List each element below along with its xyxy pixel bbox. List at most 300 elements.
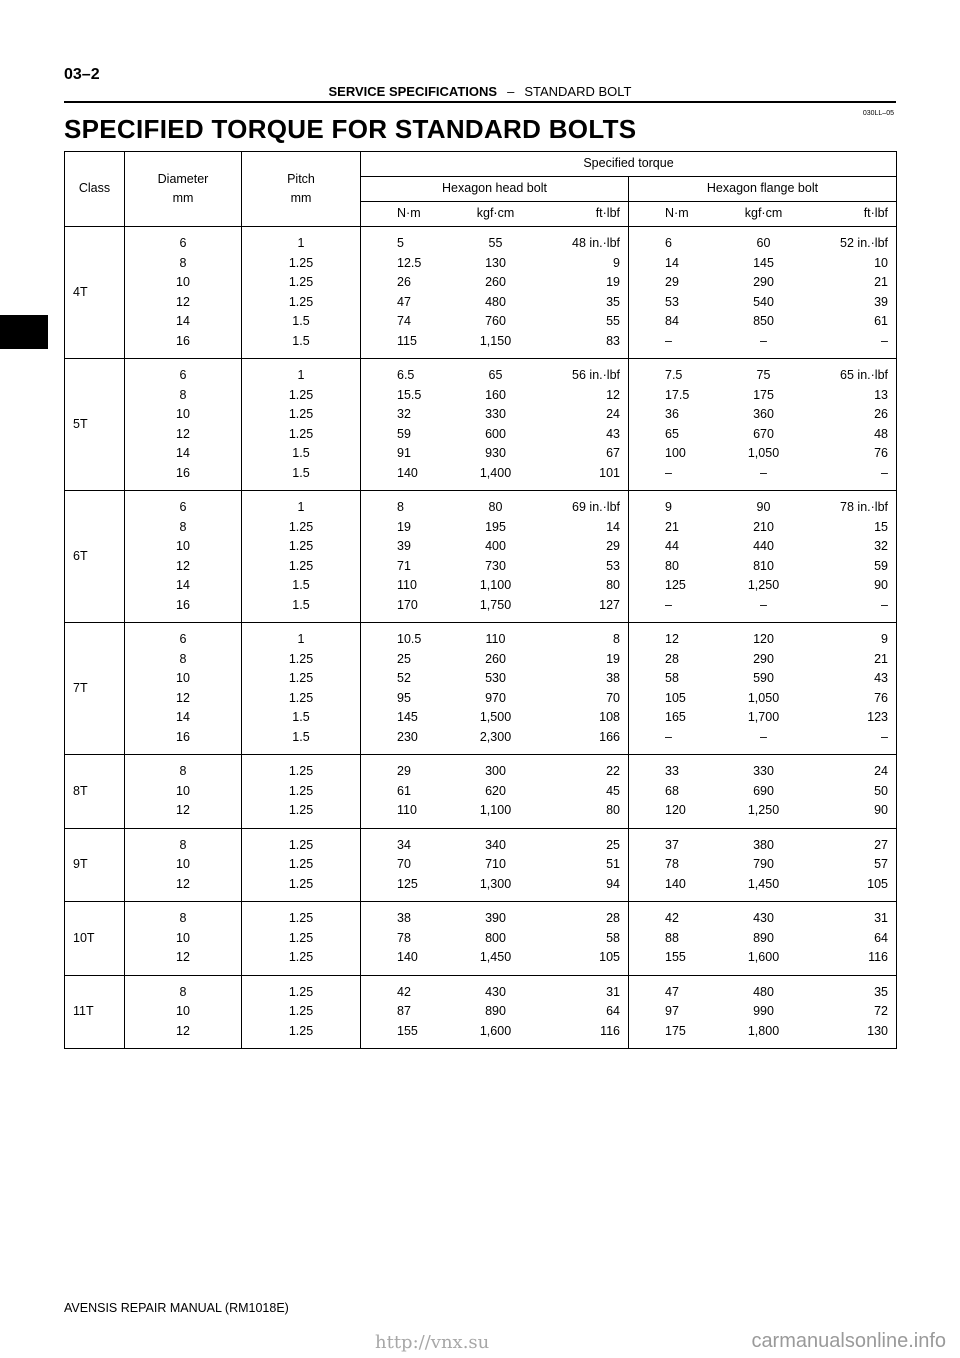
pitch-value: 1.5 [292, 729, 310, 744]
kgfcm-value: 990 [753, 1004, 774, 1018]
kgfcm-value: 1,450 [747, 876, 780, 891]
kgfcm-value: 1,700 [747, 710, 780, 724]
header-diameter-unit: mm [172, 191, 194, 205]
kgfcm-value: 75 [756, 368, 771, 382]
flange-torque-line [629, 537, 896, 557]
ftlbf-value: 64 [606, 1004, 620, 1018]
head-torque-cell [361, 359, 629, 491]
nm-value: 125 [397, 876, 418, 891]
nm-value: 8 [397, 500, 404, 514]
kgfcm-value: 1,250 [747, 803, 780, 817]
diameter-value: 16 [176, 729, 190, 744]
table-row [65, 755, 897, 829]
flange-torque-line [629, 782, 896, 802]
pitch-value: 1.5 [292, 314, 310, 328]
flange-torque-cell [629, 359, 897, 491]
nm-value: – [665, 333, 672, 348]
diameter-cell [125, 975, 242, 1049]
nm-value: 110 [397, 803, 417, 817]
kgfcm-value: 710 [485, 857, 506, 871]
diameter-value: 10 [176, 930, 190, 945]
pitch-cell [242, 491, 361, 623]
nm-value: 39 [397, 539, 411, 553]
head-torque-line [361, 386, 628, 406]
diameter-cell [125, 902, 242, 976]
ftlbf-value: 29 [606, 539, 620, 553]
nm-value: 87 [397, 1004, 411, 1018]
flange-torque-cell [629, 491, 897, 623]
nm-value: 42 [397, 984, 411, 999]
head-torque-line [361, 983, 628, 1003]
head-torque-line [361, 708, 628, 728]
nm-value: 29 [397, 764, 411, 778]
nm-value: 34 [397, 837, 411, 852]
doc-code: 030LL–05 [862, 110, 894, 117]
head-torque-line [361, 689, 628, 709]
head-torque-cell [361, 902, 629, 976]
unit-kgfcm-flange: kgf·cm [744, 206, 783, 221]
ftlbf-value: 21 [874, 651, 888, 666]
pitch-value: 1.5 [292, 597, 310, 612]
head-torque-line [361, 948, 628, 968]
kgfcm-value: 130 [485, 255, 506, 270]
header-rule [64, 101, 896, 103]
kgfcm-value: 360 [753, 407, 774, 421]
kgfcm-value: 1,050 [747, 446, 780, 460]
nm-value: 71 [397, 558, 411, 573]
ftlbf-value: 80 [606, 578, 620, 592]
diameter-value: 12 [176, 558, 190, 573]
kgfcm-value: 850 [753, 314, 774, 328]
kgfcm-value: 145 [753, 255, 774, 270]
nm-value: 36 [665, 407, 679, 421]
nm-value: 6.5 [397, 368, 415, 382]
ftlbf-value: 13 [874, 387, 888, 402]
kgfcm-value: 260 [485, 651, 506, 666]
nm-value: 65 [665, 426, 679, 441]
kgfcm-value: 1,800 [747, 1023, 780, 1038]
diameter-cell [125, 227, 242, 359]
diameter-value: 8 [179, 911, 187, 925]
flange-torque-line [629, 909, 896, 929]
nm-value: 17.5 [665, 387, 690, 402]
ftlbf-value: 35 [606, 294, 620, 309]
ftlbf-value: 116 [600, 1023, 620, 1038]
class-cell: 6T [65, 491, 125, 623]
kgfcm-value: 1,150 [479, 333, 512, 348]
diameter-value: 16 [176, 597, 190, 612]
kgfcm-value: 1,050 [747, 690, 780, 705]
nm-value: 6 [665, 236, 672, 250]
diameter-value: 10 [176, 275, 190, 289]
kgfcm-value: 1,500 [479, 710, 512, 724]
header-hex-flange: Hexagon flange bolt [629, 177, 897, 202]
flange-torque-line [629, 254, 896, 274]
nm-value: 70 [397, 857, 411, 871]
head-torque-line [361, 405, 628, 425]
kgfcm-value: 790 [753, 857, 774, 871]
ftlbf-value: 59 [874, 558, 888, 573]
diameter-value: 10 [176, 857, 190, 871]
pitch-value: 1.25 [288, 930, 314, 945]
flange-torque-line [629, 708, 896, 728]
nm-value: 97 [665, 1004, 679, 1018]
pitch-value: 1 [297, 236, 305, 250]
flange-torque-line [629, 689, 896, 709]
ftlbf-value: – [881, 597, 888, 612]
class-cell: 10T [65, 902, 125, 976]
kgfcm-value: 110 [485, 632, 506, 646]
watermark-right[interactable]: carmanualsonline.info [751, 1330, 946, 1352]
head-torque-line [361, 537, 628, 557]
class-cell: 5T [65, 359, 125, 491]
head-torque-line [361, 273, 628, 293]
nm-value: 165 [665, 710, 686, 724]
pitch-value: 1.5 [292, 578, 310, 592]
ftlbf-value: 19 [606, 651, 620, 666]
kgfcm-value: 160 [485, 387, 506, 402]
flange-torque-line [629, 273, 896, 293]
ftlbf-value: 43 [874, 671, 888, 685]
ftlbf-value: 9 [613, 255, 620, 270]
nm-value: 52 [397, 671, 411, 685]
pitch-value: 1.25 [288, 255, 314, 270]
ftlbf-value: 83 [606, 333, 620, 348]
watermark-left[interactable]: http://vnx.su [375, 1332, 490, 1353]
nm-value: 170 [397, 597, 418, 612]
kgfcm-value: 1,600 [479, 1023, 512, 1038]
head-torque-line [361, 801, 628, 821]
pitch-value: 1.25 [288, 876, 314, 891]
ftlbf-value: 64 [874, 930, 888, 945]
kgfcm-value: 60 [756, 236, 771, 250]
diameter-value: 14 [176, 446, 190, 460]
diameter-value: 8 [179, 837, 187, 852]
kgfcm-value: 300 [485, 764, 506, 778]
kgfcm-value: 890 [753, 930, 774, 945]
nm-value: 12.5 [397, 255, 422, 270]
head-torque-line [361, 650, 628, 670]
head-torque-line [361, 234, 628, 254]
pitch-cell [242, 755, 361, 829]
ftlbf-value: 80 [606, 803, 620, 817]
nm-value: 145 [397, 710, 418, 724]
head-torque-line [361, 557, 628, 577]
nm-value: 91 [397, 446, 411, 460]
ftlbf-value: 45 [606, 783, 620, 798]
head-torque-line [361, 1022, 628, 1042]
nm-value: 37 [665, 837, 679, 852]
kgfcm-value: 260 [485, 275, 506, 289]
ftlbf-value: 72 [874, 1004, 888, 1018]
head-torque-line [361, 929, 628, 949]
nm-value: 61 [397, 783, 411, 798]
nm-value: 53 [665, 294, 679, 309]
pitch-value: 1.25 [288, 950, 314, 964]
kgfcm-value: 55 [488, 236, 503, 250]
nm-value: 59 [397, 426, 411, 441]
head-torque-line [361, 464, 628, 484]
diameter-value: 8 [179, 651, 187, 666]
nm-value: 80 [665, 558, 679, 573]
diameter-value: 14 [176, 314, 190, 328]
diameter-value: 6 [179, 632, 187, 646]
nm-value: 115 [397, 333, 417, 348]
kgfcm-value: 1,300 [479, 876, 512, 891]
flange-torque-line [629, 405, 896, 425]
pitch-value: 1.25 [288, 984, 314, 999]
nm-value: 155 [397, 1023, 418, 1038]
diameter-value: 8 [179, 387, 187, 402]
diameter-value: 6 [179, 368, 187, 382]
flange-torque-cell [629, 755, 897, 829]
ftlbf-value: 35 [874, 984, 888, 999]
pitch-cell [242, 975, 361, 1049]
flange-torque-line [629, 576, 896, 596]
ftlbf-value: 58 [606, 930, 620, 945]
ftlbf-value: – [881, 333, 888, 348]
head-torque-line [361, 669, 628, 689]
footer: AVENSIS REPAIR MANUAL (RM1018E) [64, 1301, 289, 1315]
ftlbf-value: 27 [874, 837, 888, 852]
pitch-value: 1.25 [288, 690, 314, 705]
class-cell: 7T [65, 623, 125, 755]
kgfcm-value: 175 [753, 387, 774, 402]
nm-value: 32 [397, 407, 411, 421]
kgfcm-value: 440 [753, 539, 774, 553]
header-section: SERVICE SPECIFICATIONS [328, 84, 498, 99]
ftlbf-value: 51 [606, 857, 620, 871]
nm-value: 140 [397, 950, 418, 964]
diameter-value: 6 [179, 500, 187, 514]
ftlbf-value: 48 [874, 426, 888, 441]
kgfcm-value: 1,250 [747, 578, 780, 592]
flange-torque-line [629, 425, 896, 445]
ftlbf-value: 94 [606, 876, 620, 891]
nm-value: 21 [665, 519, 679, 534]
head-torque-line [361, 518, 628, 538]
torque-table-body [65, 227, 897, 1049]
table-row [65, 227, 897, 359]
diameter-cell [125, 491, 242, 623]
kgfcm-value: – [760, 465, 767, 480]
flange-torque-line [629, 464, 896, 484]
ftlbf-value: 130 [867, 1023, 888, 1038]
kgfcm-value: 1,100 [479, 803, 512, 817]
ftlbf-value: 90 [874, 803, 888, 817]
ftlbf-value: 9 [881, 632, 888, 646]
head-torque-line [361, 366, 628, 386]
unit-nm-head: N·m [397, 206, 421, 221]
kgfcm-value: 290 [753, 275, 774, 289]
ftlbf-value: 19 [606, 275, 620, 289]
nm-value: – [665, 465, 672, 480]
flange-torque-line [629, 1022, 896, 1042]
ftlbf-value: 101 [599, 465, 620, 480]
kgfcm-value: – [760, 333, 767, 348]
pitch-value: 1.25 [288, 275, 314, 289]
ftlbf-value: 78 in.·lbf [840, 500, 888, 514]
nm-value: 12 [665, 632, 679, 646]
diameter-value: 8 [179, 255, 187, 270]
head-torque-line [361, 444, 628, 464]
ftlbf-value: 61 [874, 314, 888, 328]
head-torque-line [361, 576, 628, 596]
pitch-value: 1.25 [288, 911, 314, 925]
ftlbf-value: 56 in.·lbf [572, 368, 620, 382]
flange-torque-line [629, 312, 896, 332]
pitch-value: 1.25 [288, 1004, 314, 1018]
ftlbf-value: 69 in.·lbf [572, 500, 620, 514]
diameter-value: 12 [176, 294, 190, 309]
unit-nm-flange: N·m [665, 206, 689, 221]
unit-kgfcm-head: kgf·cm [476, 206, 515, 221]
nm-value: 100 [665, 446, 686, 460]
ftlbf-value: 116 [868, 950, 888, 964]
head-torque-line [361, 254, 628, 274]
pitch-value: 1 [297, 500, 305, 514]
pitch-value: 1.25 [288, 1023, 314, 1038]
pitch-value: 1.25 [288, 837, 314, 852]
nm-value: 78 [665, 857, 679, 871]
pitch-value: 1.25 [288, 764, 314, 778]
ftlbf-value: 14 [606, 519, 620, 534]
pitch-value: 1.5 [292, 465, 310, 480]
nm-value: 15.5 [397, 387, 422, 402]
header-separator: – [507, 84, 515, 99]
header-specified-torque: Specified torque [361, 152, 897, 177]
kgfcm-value: 390 [485, 911, 506, 925]
head-torque-cell [361, 623, 629, 755]
nm-value: 68 [665, 783, 679, 798]
flange-torque-line [629, 762, 896, 782]
flange-torque-line [629, 518, 896, 538]
nm-value: 74 [397, 314, 411, 328]
kgfcm-value: 120 [753, 632, 774, 646]
diameter-value: 14 [176, 578, 190, 592]
kgfcm-value: 810 [753, 558, 774, 573]
kgfcm-value: 670 [753, 426, 774, 441]
nm-value: 84 [665, 314, 679, 328]
pitch-cell [242, 227, 361, 359]
page-title: SPECIFIED TORQUE FOR STANDARD BOLTS [64, 114, 637, 144]
nm-value: 140 [397, 465, 418, 480]
nm-value: 58 [665, 671, 679, 685]
kgfcm-value: 760 [485, 314, 506, 328]
nm-value: 7.5 [665, 368, 683, 382]
head-torque-line [361, 332, 628, 352]
nm-value: 25 [397, 651, 411, 666]
diameter-value: 12 [176, 690, 190, 705]
flange-torque-line [629, 630, 896, 650]
ftlbf-value: 53 [606, 558, 620, 573]
nm-value: 175 [665, 1023, 686, 1038]
diameter-value: 8 [179, 764, 187, 778]
nm-value: 28 [665, 651, 679, 666]
flange-torque-line [629, 444, 896, 464]
kgfcm-value: 800 [485, 930, 506, 945]
kgfcm-value: 330 [753, 764, 774, 778]
kgfcm-value: 430 [753, 911, 774, 925]
head-torque-line [361, 875, 628, 895]
class-cell: 9T [65, 828, 125, 902]
pitch-value: 1.25 [288, 519, 314, 534]
diameter-cell [125, 359, 242, 491]
flange-torque-cell [629, 828, 897, 902]
head-torque-cell [361, 491, 629, 623]
nm-value: 47 [665, 984, 679, 999]
ftlbf-value: 26 [874, 407, 888, 421]
flange-torque-line [629, 386, 896, 406]
ftlbf-value: 76 [874, 446, 888, 460]
diameter-value: 8 [179, 519, 187, 534]
nm-value: 78 [397, 930, 411, 945]
flange-torque-line [629, 855, 896, 875]
diameter-value: 10 [176, 407, 190, 421]
nm-value: 47 [397, 294, 411, 309]
diameter-cell [125, 623, 242, 755]
diameter-cell [125, 828, 242, 902]
nm-value: – [665, 729, 672, 744]
diameter-value: 8 [179, 984, 187, 999]
header-units-head [361, 202, 629, 227]
header-topic: STANDARD BOLT [524, 84, 632, 99]
ftlbf-value: 22 [606, 764, 620, 778]
ftlbf-value: 32 [874, 539, 888, 553]
diameter-value: 10 [176, 671, 190, 685]
kgfcm-value: 195 [485, 519, 506, 534]
ftlbf-value: 76 [874, 690, 888, 705]
ftlbf-value: 43 [606, 426, 620, 441]
ftlbf-value: 166 [599, 729, 620, 744]
ftlbf-value: 105 [599, 950, 620, 964]
nm-value: 110 [397, 578, 417, 592]
head-torque-cell [361, 975, 629, 1049]
ftlbf-value: 65 in.·lbf [840, 368, 888, 382]
kgfcm-value: 620 [485, 783, 506, 798]
pitch-value: 1.25 [288, 426, 314, 441]
kgfcm-value: 430 [485, 984, 506, 999]
nm-value: 88 [665, 930, 679, 945]
nm-value: – [665, 597, 672, 612]
ftlbf-value: 31 [606, 984, 620, 999]
head-torque-line [361, 293, 628, 313]
table-row [65, 828, 897, 902]
nm-value: 10.5 [397, 632, 422, 646]
kgfcm-value: 340 [485, 837, 506, 852]
flange-torque-line [629, 234, 896, 254]
header-pitch [242, 152, 361, 227]
pitch-value: 1.5 [292, 710, 310, 724]
diameter-value: 10 [176, 539, 190, 553]
kgfcm-value: 65 [488, 368, 503, 382]
ftlbf-value: 25 [606, 837, 620, 852]
nm-value: 44 [665, 539, 679, 553]
ftlbf-value: 48 in.·lbf [572, 236, 620, 250]
kgfcm-value: 2,300 [479, 729, 512, 744]
nm-value: 42 [665, 911, 679, 925]
nm-value: 140 [665, 876, 686, 891]
diameter-value: 16 [176, 465, 190, 480]
table-row [65, 902, 897, 976]
ftlbf-value: 127 [599, 597, 620, 612]
kgfcm-value: 480 [485, 294, 506, 309]
ftlbf-value: 55 [606, 314, 620, 328]
kgfcm-value: 400 [485, 539, 506, 553]
diameter-value: 10 [176, 783, 190, 798]
nm-value: 19 [397, 519, 411, 534]
nm-value: 29 [665, 275, 679, 289]
